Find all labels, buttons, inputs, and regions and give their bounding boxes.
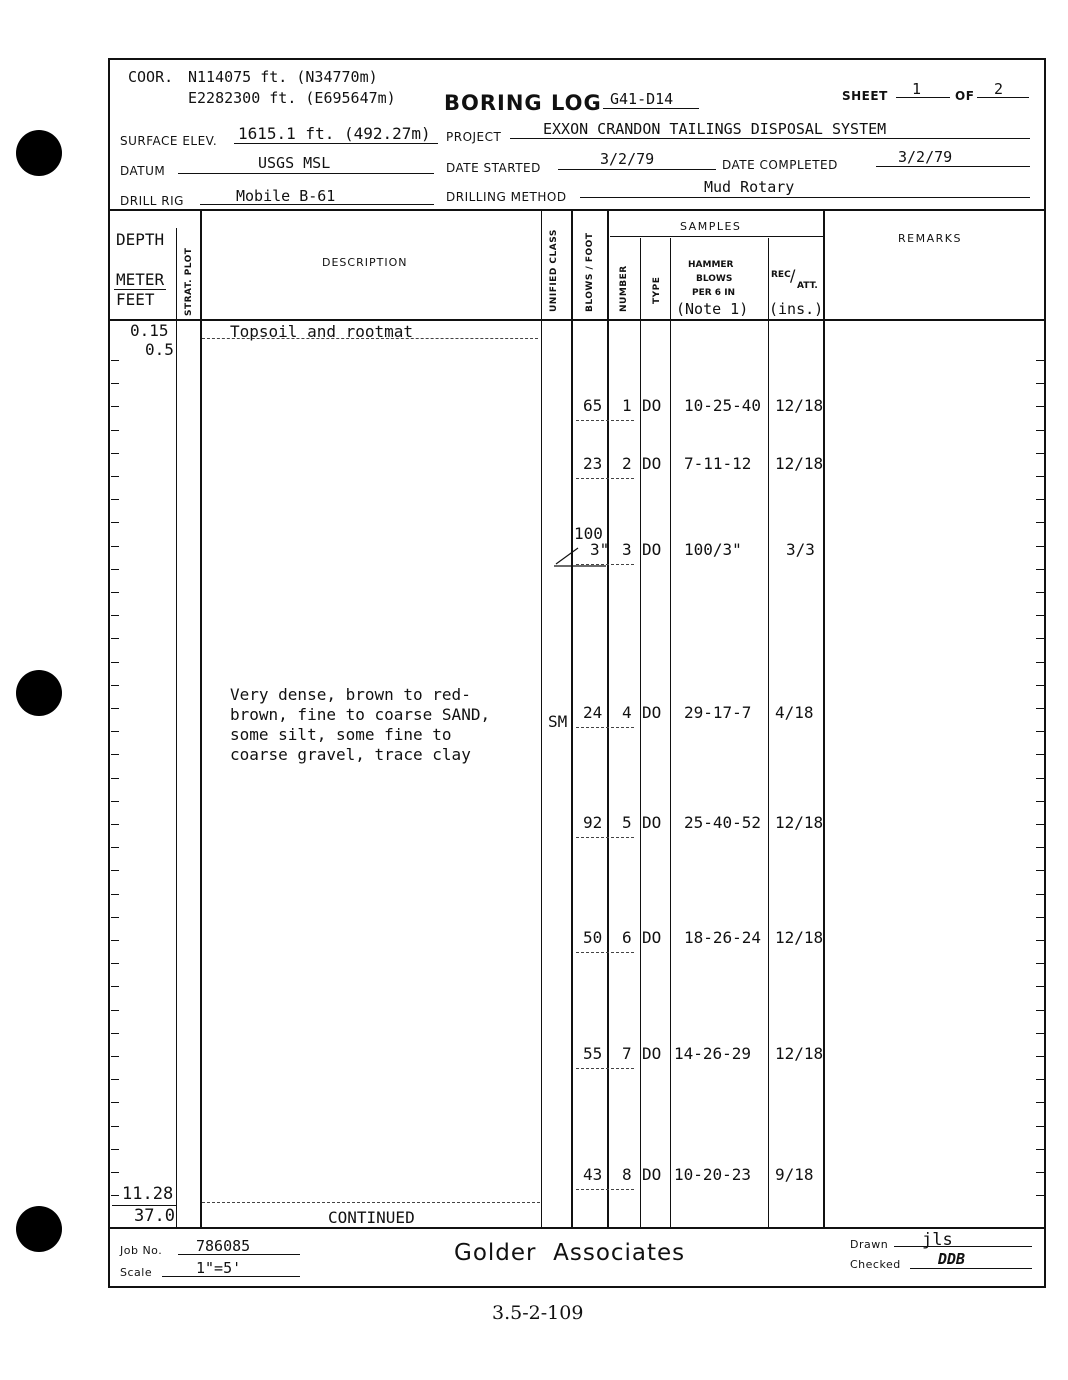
sample-type: DO [642,703,662,722]
remarks-tick [1036,499,1044,500]
col-line-description [541,211,542,1229]
depth-tick [111,383,119,384]
col-line-blows [607,211,609,1229]
remarks-tick [1036,522,1044,523]
sand-description-line-1: Very dense, brown to red- [230,685,471,704]
hammer-note: (Note 1) [676,300,749,318]
depth-tick [111,778,119,779]
remarks-tick [1036,754,1044,755]
remarks-tick [1036,917,1044,918]
sample-hammer: 10-20-23 [674,1165,752,1184]
depth-0-5: 0.5 [145,340,174,359]
topsoil-description: Topsoil and rootmat [230,322,414,341]
sample-rec: 12/18 [775,396,824,415]
date-completed-value: 3/2/79 [898,148,953,166]
depth-tick [111,963,119,964]
col-line-number [640,238,641,1228]
sheet-number: 1 [912,80,922,98]
remarks-tick [1036,360,1044,361]
remarks-tick [1036,894,1044,895]
sample-row-underline [576,1189,634,1190]
sample-type: DO [642,396,662,415]
col-line-strat [200,211,202,1229]
remarks-tick [1036,870,1044,871]
unified-class-sm: SM [548,712,568,731]
topsoil-bottom-line [202,338,538,339]
checked-label: Checked [850,1258,901,1271]
depth-tick [111,1126,119,1127]
depth-tick [111,940,119,941]
continued-line [202,1202,540,1203]
col-line-rec [823,211,825,1229]
project-underline [510,138,1030,139]
continued-label: CONTINUED [328,1208,415,1227]
boring-id-underline [603,108,699,109]
depth-tick [111,569,119,570]
depth-tick [111,685,119,686]
depth-tick [111,801,119,802]
depth-tick [111,986,119,987]
depth-tick [111,638,119,639]
sample-blows: 92 [583,813,603,832]
sample-hammer: 14-26-29 [674,1044,752,1063]
checked-underline [910,1268,1032,1269]
sample-blows: 100 [574,524,603,543]
sample-rec: 12/18 [775,454,824,473]
sample-type: DO [642,1165,662,1184]
sample-row-underline [576,420,634,421]
depth-tick [111,917,119,918]
drawn-label: Drawn [850,1238,889,1251]
sample-number: 7 [622,1044,632,1063]
company-name: Golder Associates [454,1240,686,1266]
datum-label: DATUM [120,164,166,178]
remarks-header: REMARKS [898,232,962,245]
rec-att-slash: / [790,266,796,285]
remarks-tick [1036,986,1044,987]
sheet-label: SHEET [842,89,888,103]
col-line-hammer [768,238,769,1228]
number-header: NUMBER [619,265,629,312]
sheet-total: 2 [994,80,1004,98]
drill-rig-label: DRILL RIG [120,194,184,208]
unified-class-header: UNIFIED CLASS [549,229,559,312]
remarks-tick [1036,638,1044,639]
hammer-header-3: PER 6 IN [692,288,736,298]
sample-number: 5 [622,813,632,832]
depth-tick [111,708,119,709]
strat-plot-header: STRAT. PLOT [184,247,194,316]
depth-tick [111,824,119,825]
att-header: ATT. [797,281,818,291]
sample-rec: 4/18 [775,703,814,722]
sample-blows-sub: 3" [590,540,610,559]
depth-tick [111,1010,119,1011]
sample-blows: 24 [583,703,603,722]
sample-hammer: 25-40-52 [684,813,762,832]
coor-label: COOR. [128,68,174,86]
boring-id: G41-D14 [610,90,674,108]
punch-hole-bottom [16,1206,62,1252]
date-started-label: DATE STARTED [446,161,541,175]
depth-tick [111,1172,119,1173]
remarks-tick [1036,708,1044,709]
depth-tick [111,615,119,616]
depth-tick [111,1056,119,1057]
punch-hole-top [16,130,62,176]
sample-type: DO [642,1044,662,1063]
sample-type: DO [642,454,662,473]
sand-description-line-4: coarse gravel, trace clay [230,745,471,764]
col-line-type [670,238,671,1228]
surface-elev-label: SURFACE ELEV. [120,134,218,148]
samples-subheader-line [610,236,824,237]
sample-row-underline [576,837,634,838]
sample-type: DO [642,540,662,559]
depth-tick [111,1079,119,1080]
sample-number: 6 [622,928,632,947]
sample-hammer: 100/3" [684,540,742,559]
sand-description-line-2: brown, fine to coarse SAND, [230,705,491,724]
sample-number: 4 [622,703,632,722]
sample-blows: 23 [583,454,603,473]
remarks-tick [1036,592,1044,593]
remarks-tick [1036,406,1044,407]
depth-37-0: 37.0 [134,1206,175,1226]
project-value: EXXON CRANDON TAILINGS DISPOSAL SYSTEM [543,120,887,138]
column-header-divider [108,319,1046,321]
remarks-tick [1036,1079,1044,1080]
remarks-tick [1036,662,1044,663]
drawn-underline [894,1246,1032,1247]
samples-header: SAMPLES [680,220,742,233]
surface-elev-value: 1615.1 ft. (492.27m) [238,124,431,143]
sample-hammer: 18-26-24 [684,928,762,947]
depth-tick [111,870,119,871]
depth-header: DEPTH [116,230,165,249]
depth-tick [111,360,119,361]
drilling-method-underline [580,197,1030,198]
sample-blows: 55 [583,1044,603,1063]
drilling-method-value: Mud Rotary [704,178,795,196]
hammer-header-2: BLOWS [696,274,733,284]
depth-tick [111,1195,119,1196]
date-completed-label: DATE COMPLETED [722,158,838,172]
type-header: TYPE [652,276,662,304]
depth-tick [111,406,119,407]
drill-rig-value: Mobile B-61 [236,187,336,205]
depth-0-15: 0.15 [130,321,169,340]
job-no-label: Job No. [120,1244,163,1257]
feet-header: FEET [116,290,155,309]
remarks-tick [1036,824,1044,825]
footer-divider [108,1227,1046,1229]
date-completed-underline [876,166,1030,167]
depth-tick [111,662,119,663]
log-title: BORING LOG [444,91,602,115]
sample-type: DO [642,928,662,947]
remarks-tick [1036,383,1044,384]
coor-east: E2282300 ft. (E695647m) [188,89,396,107]
sample-row-underline [576,1068,634,1069]
remarks-tick [1036,801,1044,802]
depth-tick [111,592,119,593]
sample-row-underline [576,478,634,479]
sample-rec: 12/18 [775,813,824,832]
sand-description-line-3: some silt, some fine to [230,725,452,744]
remarks-tick [1036,546,1044,547]
depth-tick [111,731,119,732]
date-started-value: 3/2/79 [600,150,655,168]
remarks-tick [1036,615,1044,616]
header-divider [108,209,1046,211]
depth-tick [111,546,119,547]
remarks-tick [1036,1056,1044,1057]
remarks-tick [1036,453,1044,454]
sample-number: 8 [622,1165,632,1184]
meter-header: METER [116,270,165,289]
sample-blows: 50 [583,928,603,947]
description-header: DESCRIPTION [322,256,408,269]
drawn-value: jls [922,1230,953,1250]
remarks-tick [1036,963,1044,964]
sample-rec: 12/18 [775,928,824,947]
job-no-value: 786085 [196,1237,251,1255]
remarks-tick [1036,1033,1044,1034]
remarks-tick [1036,731,1044,732]
col-line-unified [571,211,573,1229]
depth-end-line [112,1205,176,1206]
depth-tick [111,1149,119,1150]
remarks-tick [1036,685,1044,686]
depth-tick [111,453,119,454]
scale-underline [162,1276,300,1277]
sample-row-underline [576,727,634,728]
sample-hammer: 29-17-7 [684,703,752,722]
depth-11-28: 11.28 [122,1184,174,1204]
depth-tick [111,476,119,477]
depth-tick [111,894,119,895]
sample-number: 1 [622,396,632,415]
ins-header: (ins.) [769,300,824,318]
project-label: PROJECT [446,130,502,144]
punch-hole-middle [16,670,62,716]
blows-diagonal-mark [550,540,610,570]
depth-tick [111,430,119,431]
sample-blows: 65 [583,396,603,415]
scale-label: Scale [120,1266,153,1279]
depth-tick [111,499,119,500]
rec-header: REC [771,270,791,280]
of-label: OF [955,89,975,103]
depth-tick [111,847,119,848]
drill-rig-underline [200,204,434,205]
scale-value: 1"=5' [196,1259,242,1277]
blows-foot-header: BLOWS / FOOT [585,232,595,312]
depth-tick [111,1102,119,1103]
sheet-number-underline [896,97,950,98]
datum-value: USGS MSL [258,154,331,172]
remarks-tick [1036,1126,1044,1127]
remarks-tick [1036,1172,1044,1173]
date-started-underline [558,169,716,170]
remarks-tick [1036,430,1044,431]
remarks-tick [1036,778,1044,779]
surface-elev-underline [234,143,438,144]
hammer-header-1: HAMMER [688,260,734,270]
sample-blows: 43 [583,1165,603,1184]
sheet-total-underline [977,97,1029,98]
sample-rec: 3/3 [786,540,815,559]
depth-tick [111,754,119,755]
remarks-tick [1036,569,1044,570]
sample-type: DO [642,813,662,832]
drilling-method-label: DRILLING METHOD [446,190,567,204]
depth-tick [111,522,119,523]
datum-underline [178,173,434,174]
sample-rec: 9/18 [775,1165,814,1184]
sample-rec: 12/18 [775,1044,824,1063]
remarks-tick [1036,940,1044,941]
col-line-depth [176,228,177,1228]
sample-hammer: 7-11-12 [684,454,752,473]
remarks-tick [1036,1195,1044,1196]
remarks-tick [1036,476,1044,477]
sample-row-underline [576,952,634,953]
remarks-tick [1036,1010,1044,1011]
remarks-tick [1036,1102,1044,1103]
remarks-tick [1036,847,1044,848]
job-no-underline [178,1254,300,1255]
coor-north: N114075 ft. (N34770m) [188,68,378,86]
sample-hammer: 10-25-40 [684,396,762,415]
checked-initials: DDB [938,1250,966,1268]
sample-number: 2 [622,454,632,473]
remarks-tick [1036,1149,1044,1150]
page-number: 3.5-2-109 [492,1302,584,1324]
sample-number: 3 [622,540,632,559]
depth-tick [111,1033,119,1034]
